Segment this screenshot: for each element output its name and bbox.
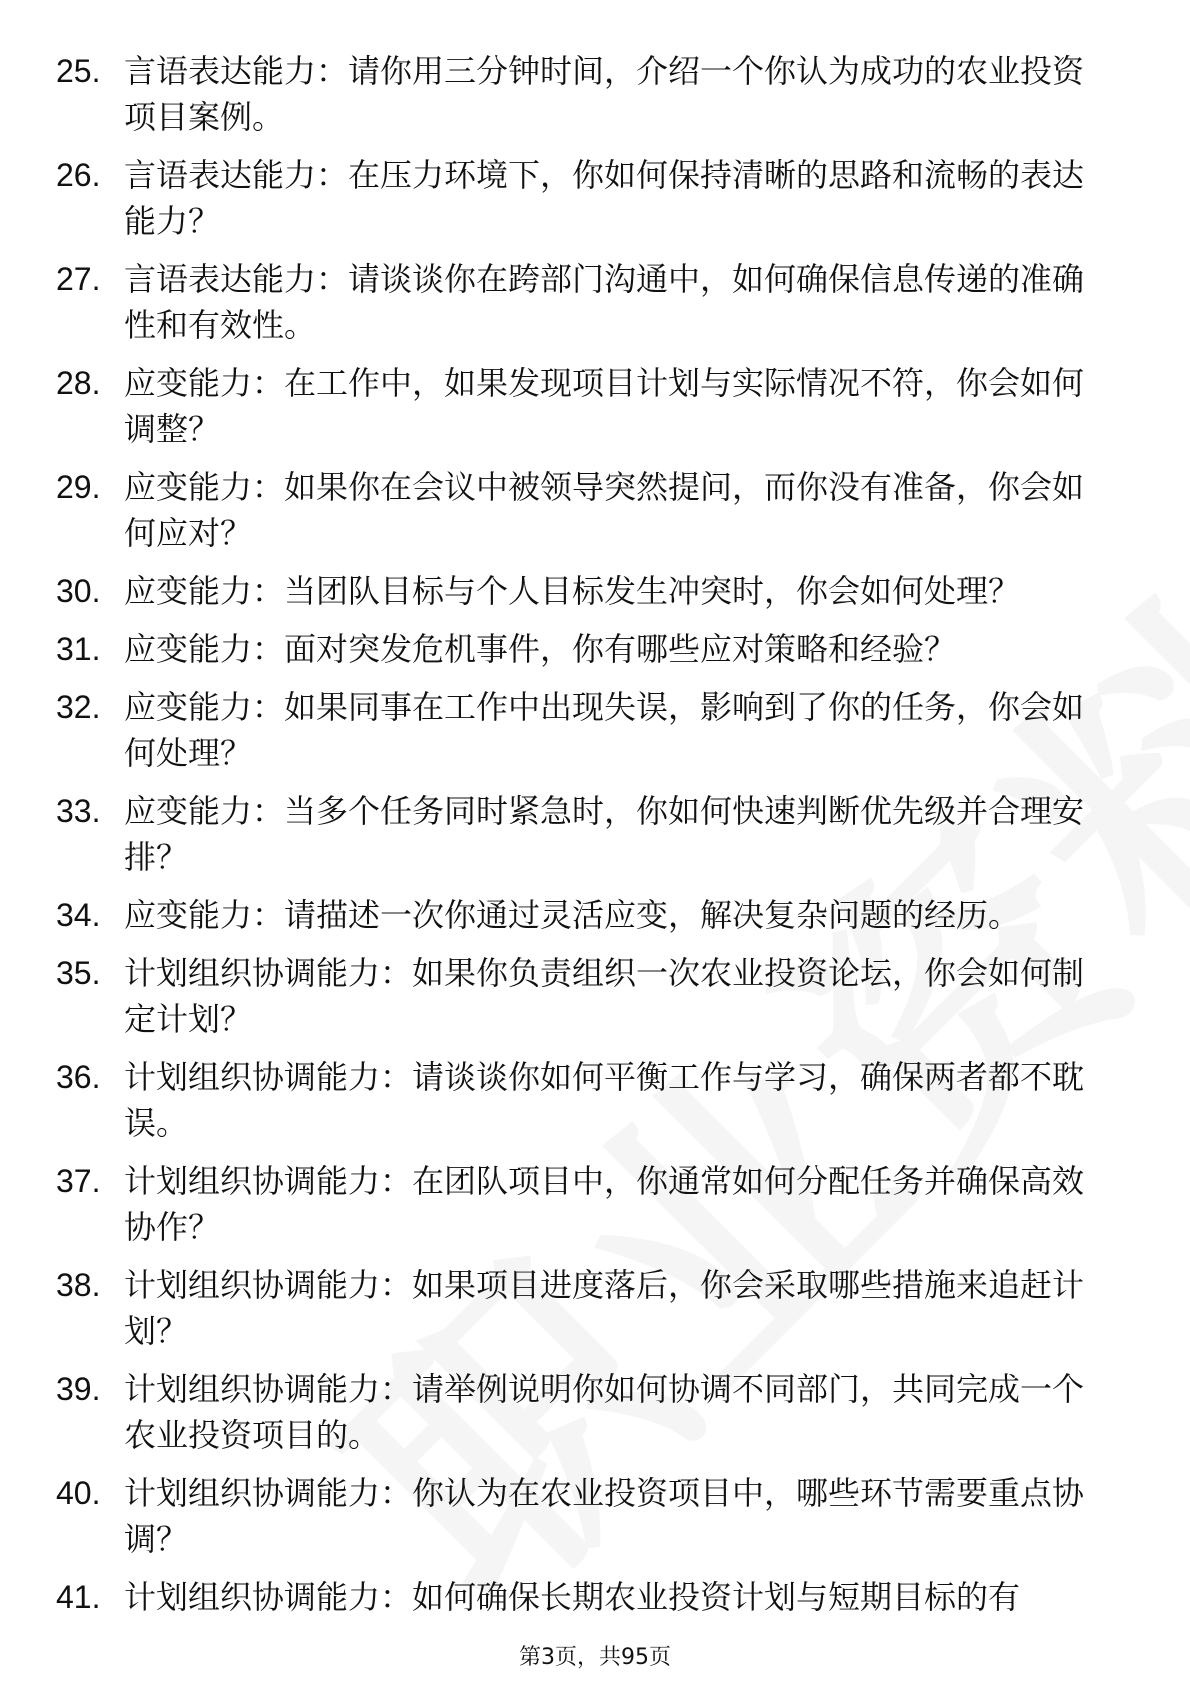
question-item	[0, 626, 1114, 672]
question-item	[0, 892, 1114, 938]
question-item	[0, 568, 1114, 614]
question-number: 36.	[56, 1059, 101, 1095]
page-footer: 第3页，共95页	[519, 1645, 671, 1670]
question-number: 33.	[56, 793, 101, 829]
question-number: 40.	[56, 1475, 101, 1511]
question-number: 38.	[56, 1267, 101, 1303]
question-text: 言语表达能力：请谈谈你在跨部门沟通中，如何确保信息传递的准确性和有效性。	[124, 260, 1085, 344]
question-number: 31.	[56, 631, 101, 667]
question-text: 应变能力：请描述一次你通过灵活应变，解决复杂问题的经历。	[124, 896, 1021, 934]
question-item	[0, 1158, 1114, 1250]
question-item	[0, 1470, 1114, 1562]
question-text: 应变能力：面对突发危机事件，你有哪些应对策略和经验？	[124, 630, 957, 668]
question-text: 计划组织协调能力：在团队项目中，你通常如何分配任务并确保高效协作？	[124, 1162, 1085, 1246]
question-text: 应变能力：当多个任务同时紧急时，你如何快速判断优先级并合理安排？	[124, 792, 1085, 876]
question-text: 计划组织协调能力：如何确保长期农业投资计划与短期目标的有	[124, 1578, 1021, 1616]
question-item	[0, 1054, 1114, 1146]
question-item	[0, 48, 1114, 140]
question-number: 29.	[56, 469, 101, 505]
question-item	[0, 360, 1114, 452]
question-number: 41.	[56, 1579, 101, 1615]
question-item	[0, 1574, 1114, 1620]
question-text: 计划组织协调能力：如果项目进度落后，你会采取哪些措施来追赶计划？	[124, 1266, 1085, 1350]
question-text: 应变能力：如果同事在工作中出现失误，影响到了你的任务，你会如何处理？	[124, 688, 1085, 772]
question-item	[0, 684, 1114, 776]
question-number: 27.	[56, 261, 101, 297]
question-number: 34.	[56, 897, 101, 933]
question-number: 32.	[56, 689, 101, 725]
question-text: 言语表达能力：在压力环境下，你如何保持清晰的思路和流畅的表达能力？	[124, 156, 1085, 240]
question-text: 计划组织协调能力：请谈谈你如何平衡工作与学习，确保两者都不耽误。	[124, 1058, 1085, 1142]
question-text: 计划组织协调能力：你认为在农业投资项目中，哪些环节需要重点协调？	[124, 1474, 1085, 1558]
question-text: 应变能力：在工作中，如果发现项目计划与实际情况不符，你会如何调整？	[124, 364, 1085, 448]
question-item	[0, 1262, 1114, 1354]
question-item	[0, 256, 1114, 348]
question-text: 计划组织协调能力：如果你负责组织一次农业投资论坛，你会如何制定计划？	[124, 954, 1085, 1038]
question-number: 30.	[56, 573, 101, 609]
question-number: 28.	[56, 365, 101, 401]
question-item	[0, 152, 1114, 244]
question-number: 39.	[56, 1371, 101, 1407]
question-number: 26.	[56, 157, 101, 193]
question-text: 应变能力：如果你在会议中被领导突然提问，而你没有准备，你会如何应对？	[124, 468, 1085, 552]
question-item	[0, 1366, 1114, 1458]
question-item	[0, 788, 1114, 880]
question-item	[0, 950, 1114, 1042]
question-item	[0, 464, 1114, 556]
question-number: 35.	[56, 955, 101, 991]
question-number: 25.	[56, 53, 101, 89]
question-number: 37.	[56, 1163, 101, 1199]
question-text: 计划组织协调能力：请举例说明你如何协调不同部门，共同完成一个农业投资项目的。	[124, 1370, 1085, 1454]
question-text: 言语表达能力：请你用三分钟时间，介绍一个你认为成功的农业投资项目案例。	[124, 52, 1085, 136]
question-text: 应变能力：当团队目标与个人目标发生冲突时，你会如何处理？	[124, 572, 1021, 610]
question-list	[0, 48, 1190, 1632]
